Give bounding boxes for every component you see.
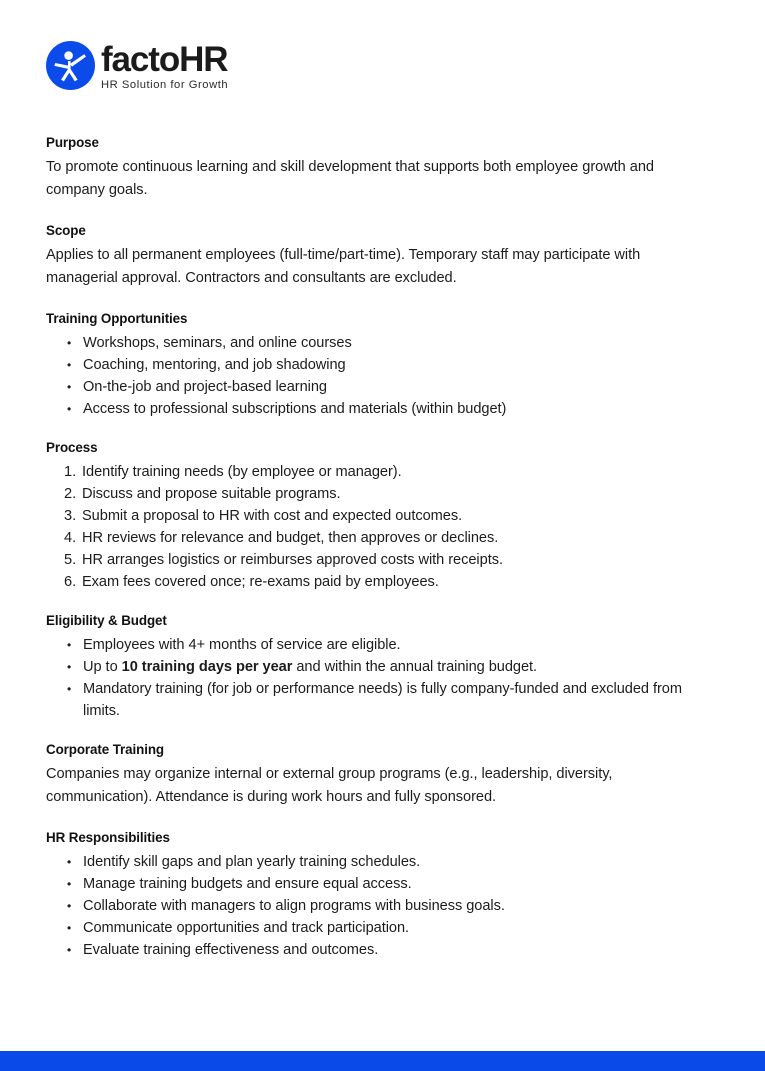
bullet-list bbox=[46, 851, 714, 961]
list-item-text: Employees with 4+ months of service are eligible. bbox=[83, 637, 401, 653]
brand-logo bbox=[46, 41, 228, 92]
section-training-opportunities bbox=[46, 310, 714, 420]
list-item: Exam fees covered once; re-exams paid by employees. bbox=[82, 574, 439, 590]
section-heading: Eligibility & Budget bbox=[46, 613, 167, 628]
list-item bbox=[46, 656, 714, 678]
list-item: • Collaborate with managers to align programs with business goals. bbox=[46, 895, 714, 917]
list-item: • Communicate opportunities and track participation. bbox=[46, 917, 714, 939]
list-item: • Coaching, mentoring, and job shadowing bbox=[46, 354, 714, 376]
section-heading: Scope bbox=[46, 223, 86, 238]
list-item: • Evaluate training effectiveness and outcomes. bbox=[46, 939, 714, 961]
list-item: Identify training needs (by employee or manager). bbox=[82, 464, 402, 480]
section-heading: Corporate Training bbox=[46, 742, 164, 757]
list-item bbox=[46, 634, 714, 656]
section-heading: Process bbox=[46, 440, 98, 455]
section-eligibility-budget bbox=[46, 612, 714, 722]
list-item: Discuss and propose suitable programs. bbox=[82, 486, 341, 502]
section-purpose bbox=[46, 134, 714, 201]
brand-wordmark: factoHR bbox=[101, 40, 228, 79]
section-heading: Purpose bbox=[46, 135, 99, 150]
section-process bbox=[46, 439, 714, 593]
list-item: • Identify skill gaps and plan yearly training schedules. bbox=[46, 851, 714, 873]
section-heading: HR Responsibilities bbox=[46, 830, 170, 845]
brand-tagline: HR Solution for Growth bbox=[101, 79, 229, 91]
footer-accent-bar bbox=[0, 1051, 765, 1071]
list-item-text: Up to bbox=[83, 659, 122, 675]
section-paragraph: Applies to all permanent employees (full-time/part-time). Temporary staff may participate with managerial approval. Contractors and consultants are excluded. bbox=[46, 247, 641, 286]
brand-logo-text bbox=[101, 41, 228, 92]
bullet-list bbox=[46, 332, 714, 420]
list-item: HR arranges logistics or reimburses approved costs with receipts. bbox=[82, 552, 503, 568]
person-figure-icon bbox=[46, 41, 95, 90]
section-paragraph: Companies may organize internal or external group programs (e.g., leadership, diversity, communication). Attendance is during work hours and fully sponsored. bbox=[46, 766, 613, 805]
section-hr-responsibilities bbox=[46, 829, 714, 961]
bullet-list bbox=[46, 634, 714, 722]
list-item bbox=[46, 678, 714, 722]
emphasis-text: 10 training days per year bbox=[121, 659, 293, 675]
list-item: HR reviews for relevance and budget, then approves or declines. bbox=[82, 530, 499, 546]
list-item-text: Mandatory training (for job or performance needs) is fully company-funded and excluded from limits. bbox=[83, 681, 682, 719]
list-item: Submit a proposal to HR with cost and expected outcomes. bbox=[82, 508, 463, 524]
section-corporate-training bbox=[46, 741, 714, 808]
list-item-text: and within the annual training budget. bbox=[292, 659, 538, 675]
list-item: • Workshops, seminars, and online courses bbox=[46, 332, 714, 354]
section-paragraph: To promote continuous learning and skill development that supports both employee growth and company goals. bbox=[46, 159, 654, 198]
document-body bbox=[46, 134, 714, 980]
numbered-list bbox=[46, 461, 714, 593]
section-heading: Training Opportunities bbox=[46, 311, 188, 326]
section-scope bbox=[46, 222, 714, 289]
list-item: • On-the-job and project-based learning bbox=[46, 376, 714, 398]
list-item: • Access to professional subscriptions and materials (within budget) bbox=[46, 398, 714, 420]
list-item: • Manage training budgets and ensure equal access. bbox=[46, 873, 714, 895]
